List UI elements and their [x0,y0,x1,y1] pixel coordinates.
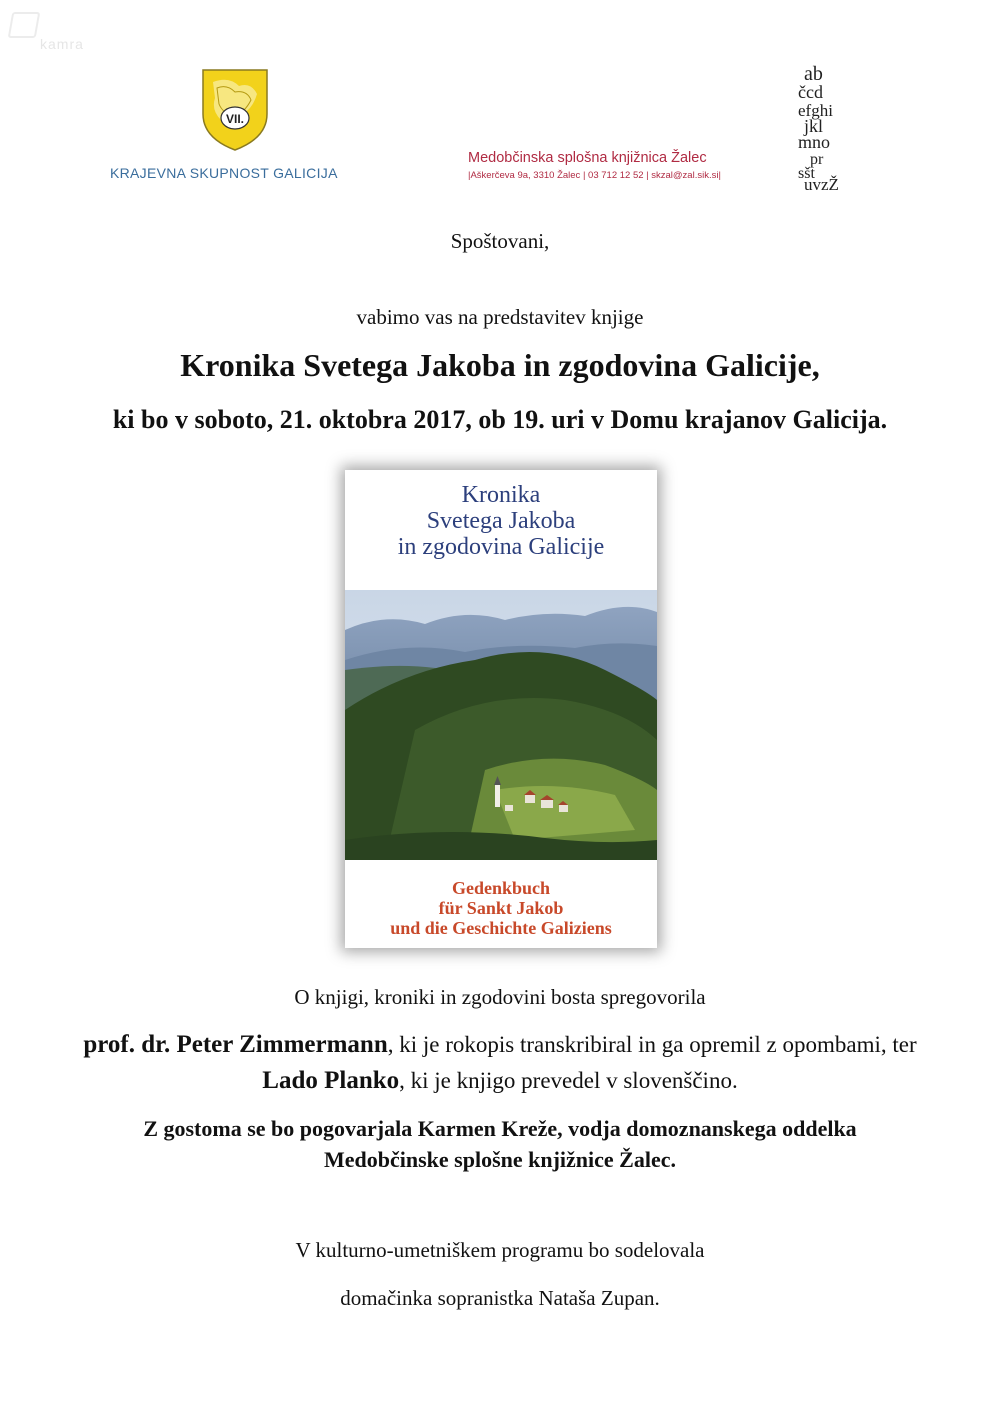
alpha-line-1: ab [804,63,823,85]
library-alphabet-logo [790,62,890,192]
cover-title-line: Kronika [461,482,541,508]
host-paragraph [0,1113,1000,1175]
book-title: Kronika Svetega Jakoba in zgodovina Galicije, [180,347,820,383]
program-line: V kulturno-umetniškem programu bo sodelovala [295,1238,705,1262]
emblem-text: VII. [225,112,245,126]
invite-line: vabimo vas na predstavitev knjige [356,305,644,329]
library-name: Medobčinska splošna knjižnica Žalec [468,150,707,166]
about-line: O knjigi, kroniki in zgodovini bosta spregovorila [294,985,706,1009]
alpha-line-5: mno [798,132,831,152]
library-address: |Aškerčeva 9a, 3310 Žalec | 03 712 12 52 | skzal@zal.sik.si| [468,170,721,181]
cover-title-line: in zgodovina Galicije [397,534,605,560]
alpha-line-2: čcd [798,82,823,102]
host-line: Z gostoma se bo pogovarjala Karmen Kreže, vodja domoznanskega oddelka [143,1116,857,1141]
watermark-text: kamra [40,36,84,52]
speaker1-text: , ki je rokopis transkribiral in ga opremil z opombami, ter [387,1032,917,1057]
host-line: Medobčinske splošne knjižnice Žalec. [323,1147,676,1172]
watermark-logo [8,12,41,38]
alpha-line-8: uvzŽ [804,175,839,192]
ks-caption: KRAJEVNA SKUPNOST GALICIJA [110,165,338,181]
shield-emblem-icon [199,68,271,152]
cover-landscape-photo [345,590,657,860]
alpha-line-7: sšt [798,165,815,182]
alpha-line-3: efghi [798,101,833,120]
book-cover [345,470,657,948]
speaker1-name: prof. dr. Peter Zimmermann [83,1031,388,1058]
speaker2-name: Lado Planko [262,1067,400,1094]
cover-subtitle [345,860,657,948]
speaker2-text: , ki je knjigo prevedel v slovenščino. [399,1068,738,1093]
alpha-line-4: jkl [804,116,824,136]
cover-title [345,470,657,590]
alpha-line-6: pr [810,151,824,168]
ks-galicija-logo [110,68,360,181]
program-line: domačinka sopranistka Nataša Zupan. [340,1286,660,1310]
cover-title-line: Svetega Jakoba [426,508,576,534]
library-block [468,150,773,181]
cover-subtitle-line: für Sankt Jakob [438,898,564,918]
event-date-place: ki bo v soboto, 21. oktobra 2017, ob 19. uri v Domu krajanov Galicija. [112,405,888,434]
greeting: Spoštovani, [450,229,550,253]
cover-subtitle-line: Gedenkbuch [451,878,551,898]
speakers-paragraph [60,1027,940,1099]
cover-subtitle-line: und die Geschichte Galiziens [390,918,612,938]
